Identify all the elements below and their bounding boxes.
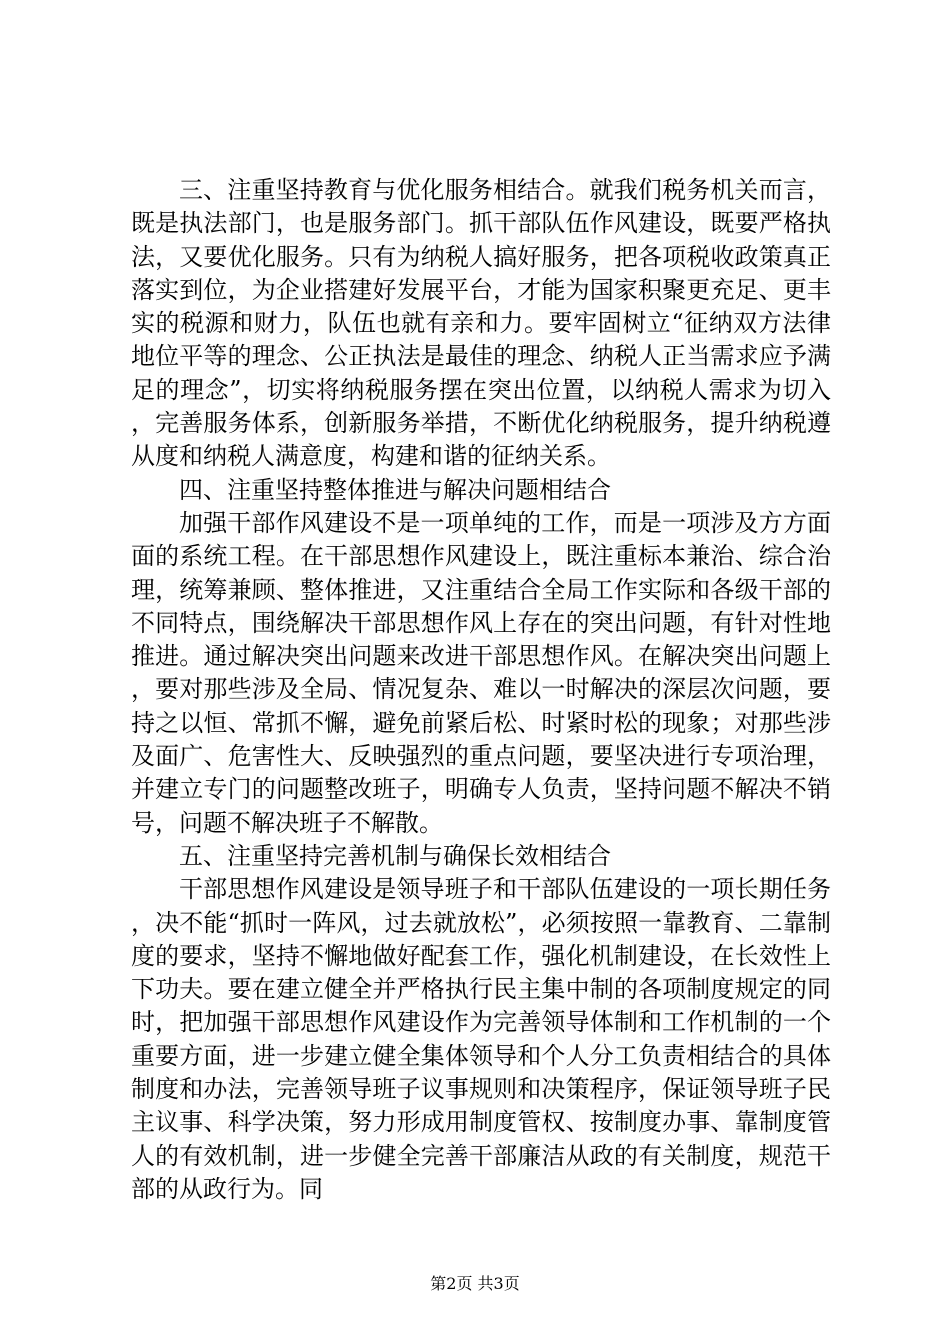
heading-section-four: 四、注重坚持整体推进与解决问题相结合	[179, 475, 611, 504]
page-number-footer: 第2页 共3页	[430, 1274, 520, 1293]
paragraph-problem-solving: 加强干部作风建设不是一项单纯的工作，而是一项涉及方方面面的系统工程。在干部思想作风建设上，既注重标本兼治、综合治理，统筹兼顾、整体推进，又注重结合全局工作实际和各级干部的不同特点，围绕解决干部思想作风上存在的突出问题，有针对性地推进。通过解决突出问题来改进干部思想作风。在解决突出问题上，要对那些涉及全局、情况复杂、难以一时解决的深层次问题，要持之以恒、常抓不懈，避免前紧后松、时紧时松的现象；对那些涉及面广、危害性大、反映强烈的重点问题，要坚决进行专项治理，并建立专门的问题整改班子，明确专人负责，坚持问题不解决不销号，问题不解决班子不解散。	[131, 508, 831, 837]
paragraph-mechanism: 干部思想作风建设是领导班子和干部队伍建设的一项长期任务，决不能“抓时一阵风，过去就放松”，必须按照一靠教育、二靠制度的要求，坚持不懈地做好配套工作，强化机制建设，在长效性上下功夫。要在建立健全并严格执行民主集中制的各项制度规定的同时，把加强干部思想作风建设作为完善领导体制和工作机制的一个重要方面，进一步建立健全集体领导和个人分工负责相结合的具体制度和办法，完善领导班子议事规则和决策程序，保证领导班子民主议事、科学决策，努力形成用制度管权、按制度办事、靠制度管人的有效机制，进一步健全完善干部廉洁从政的有关制度，规范干部的从政行为。同	[131, 875, 831, 1203]
paragraph-service: 三、注重坚持教育与优化服务相结合。就我们税务机关而言，既是执法部门，也是服务部门。抓干部队伍作风建设，既要严格执法，又要优化服务。只有为纳税人搞好服务，把各项税收政策真正落实到位，为企业搭建好发展平台，才能为国家积聚更充足、更丰实的税源和财力，队伍也就有亲和力。要牢固树立“征纳双方法律地位平等的理念、公正执法是最佳的理念、纳税人正当需求应予满足的理念”，切实将纳税服务摆在突出位置，以纳税人需求为切入，完善服务体系，创新服务举措，不断优化纳税服务，提升纳税遵从度和纳税人满意度，构建和谐的征纳关系。	[131, 176, 831, 471]
document-body	[131, 174, 831, 1206]
heading-section-five: 五、注重坚持完善机制与确保长效相结合	[179, 841, 611, 870]
